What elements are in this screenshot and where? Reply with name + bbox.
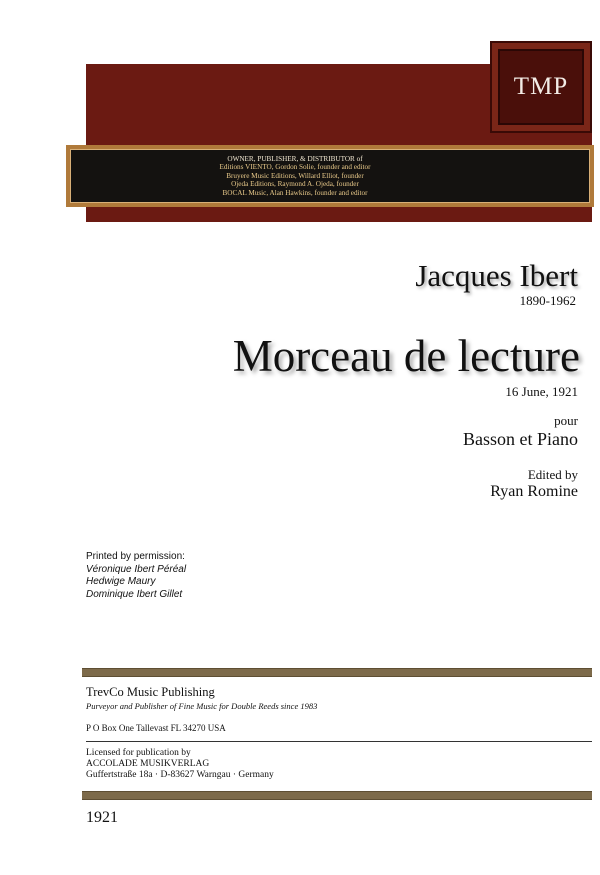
owner-line-bruyere: Bruyere Music Editions, Willard Elliot, founder — [226, 171, 364, 180]
permission-name: Véronique Ibert Péréal — [86, 563, 187, 575]
divider-line — [86, 741, 592, 742]
owner-publisher-box — [66, 145, 594, 207]
permission-name: Hedwige Maury — [86, 576, 156, 587]
composer-dates: 1890-1962 — [519, 293, 576, 308]
permission-block — [86, 551, 186, 601]
composer-name: Jacques Ibert — [415, 258, 578, 293]
divider-bar-bottom — [82, 791, 592, 800]
owner-line-ojeda: Ojeda Editions, Raymond A. Ojeda, founder — [231, 180, 359, 189]
catalog-year: 1921 — [86, 809, 118, 826]
edited-by-label: Edited by — [527, 467, 578, 482]
permission-name: Dominique Ibert Gillet — [86, 588, 183, 600]
tmp-logo — [492, 43, 590, 131]
owner-line-bocal: BOCAL Music, Alan Hawkins, founder and editor — [222, 188, 368, 197]
license-block — [86, 748, 274, 781]
permission-heading: Printed by permission: — [86, 551, 185, 562]
editor-name: Ryan Romine — [490, 483, 578, 500]
instrumentation: Basson et Piano — [463, 429, 578, 449]
work-title: Morceau de lecture — [232, 331, 580, 381]
owner-line-viento: Editions VIENTO, Gordon Solie, founder and editor — [219, 163, 371, 172]
divider-bar-top — [82, 668, 592, 677]
owner-heading: OWNER, PUBLISHER, & DISTRIBUTOR of — [227, 154, 363, 163]
license-line: Licensed for publication by — [86, 748, 191, 758]
license-publisher: ACCOLADE MUSIKVERLAG — [86, 759, 210, 769]
publisher-address: P O Box One Tallevast FL 34270 USA — [86, 723, 226, 733]
publisher-name: TrevCo Music Publishing — [86, 685, 215, 699]
owner-publisher-inner — [70, 149, 590, 203]
publisher-tagline: Purveyor and Publisher of Fine Music for Double Reeds since 1983 — [86, 701, 318, 711]
license-address: Guffertstraße 18a · D-83627 Warngau · Germany — [86, 770, 274, 780]
logo-text: TMP — [513, 73, 569, 100]
pour-label: pour — [554, 413, 578, 428]
composition-date: 16 June, 1921 — [505, 384, 578, 399]
